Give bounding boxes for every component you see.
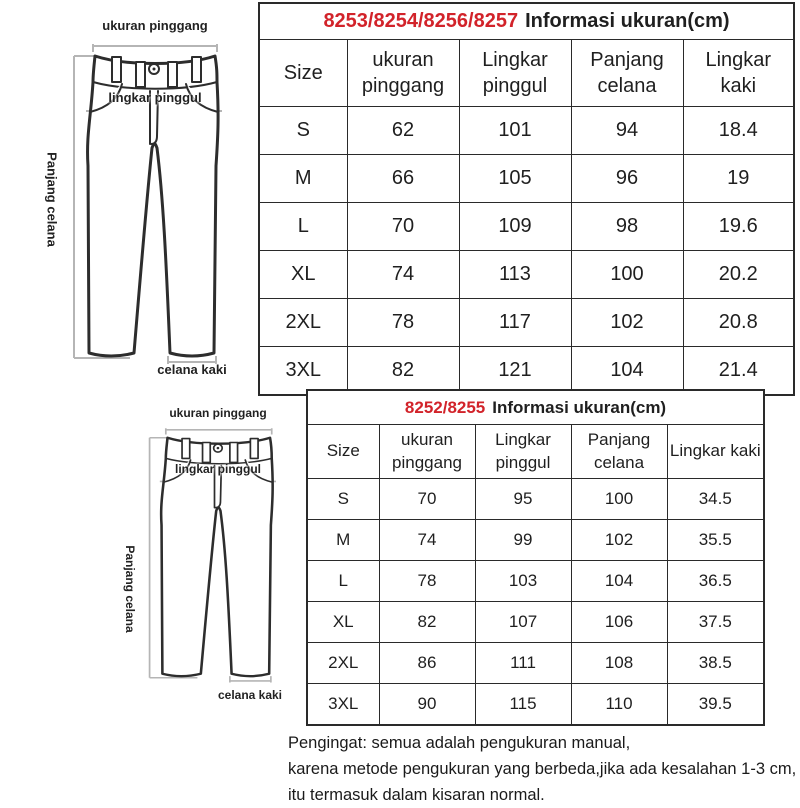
table-title-row bbox=[307, 390, 764, 425]
measurement-cell: 38.5 bbox=[667, 643, 764, 684]
pants-diagram-2 bbox=[112, 398, 317, 700]
table-row bbox=[307, 479, 764, 520]
measurement-cell: 99 bbox=[475, 520, 571, 561]
size-cell: XL bbox=[259, 251, 347, 299]
size-cell: M bbox=[307, 520, 379, 561]
measurement-cell: 86 bbox=[379, 643, 475, 684]
waist-label: ukuran pinggang bbox=[102, 18, 208, 33]
measurement-cell: 95 bbox=[475, 479, 571, 520]
column-header: Size bbox=[259, 40, 347, 107]
column-header: Lingkar kaki bbox=[667, 425, 764, 479]
table-row bbox=[307, 561, 764, 602]
measurement-cell: 100 bbox=[571, 251, 683, 299]
measurement-cell: 18.4 bbox=[683, 107, 794, 155]
measurement-cell: 106 bbox=[571, 602, 667, 643]
table-header-row bbox=[259, 40, 794, 107]
measurement-cell: 19 bbox=[683, 155, 794, 203]
table-row bbox=[259, 107, 794, 155]
table-row bbox=[259, 347, 794, 396]
size-cell: XL bbox=[307, 602, 379, 643]
pants-drawing bbox=[30, 6, 270, 386]
table-title-row bbox=[259, 3, 794, 40]
measurement-cell: 82 bbox=[347, 347, 459, 396]
measurement-cell: 35.5 bbox=[667, 520, 764, 561]
measurement-cell: 101 bbox=[459, 107, 571, 155]
length-label: Panjang celana bbox=[44, 152, 60, 247]
measurement-cell: 36.5 bbox=[667, 561, 764, 602]
measurement-cell: 70 bbox=[379, 479, 475, 520]
measurement-cell: 102 bbox=[571, 520, 667, 561]
measurement-cell: 19.6 bbox=[683, 203, 794, 251]
column-header: ukuran pinggang bbox=[379, 425, 475, 479]
measurement-cell: 107 bbox=[475, 602, 571, 643]
hip-label: lingkar pinggul bbox=[108, 90, 202, 105]
table-row bbox=[259, 155, 794, 203]
measurement-cell: 109 bbox=[459, 203, 571, 251]
measurement-cell: 96 bbox=[571, 155, 683, 203]
note-line: Pengingat: semua adalah pengukuran manual, bbox=[288, 734, 631, 752]
measurement-cell: 74 bbox=[347, 251, 459, 299]
measurement-cell: 111 bbox=[475, 643, 571, 684]
column-header: Panjang celana bbox=[571, 425, 667, 479]
leg-opening-label: celana kaki bbox=[217, 688, 283, 702]
size-cell: 2XL bbox=[307, 643, 379, 684]
measurement-cell: 62 bbox=[347, 107, 459, 155]
pants-drawing bbox=[112, 398, 317, 700]
measurement-cell: 34.5 bbox=[667, 479, 764, 520]
table-body bbox=[307, 479, 764, 726]
measurement-cell: 121 bbox=[459, 347, 571, 396]
size-cell: 2XL bbox=[259, 299, 347, 347]
measurement-cell: 78 bbox=[379, 561, 475, 602]
column-header: Size bbox=[307, 425, 379, 479]
size-cell: L bbox=[307, 561, 379, 602]
measurement-cell: 70 bbox=[347, 203, 459, 251]
table-title bbox=[307, 390, 764, 425]
size-cell: 3XL bbox=[259, 347, 347, 396]
size-table-8252 bbox=[306, 389, 765, 726]
product-codes: 8253/8254/8256/8257 bbox=[323, 10, 519, 32]
column-header: Lingkar pinggul bbox=[475, 425, 571, 479]
hip-label: lingkar pinggul bbox=[175, 462, 261, 476]
table-row bbox=[259, 203, 794, 251]
measurement-cell: 82 bbox=[379, 602, 475, 643]
measurement-cell: 94 bbox=[571, 107, 683, 155]
measurement-cell: 20.2 bbox=[683, 251, 794, 299]
measurement-cell: 20.8 bbox=[683, 299, 794, 347]
measurement-cell: 66 bbox=[347, 155, 459, 203]
measurement-cell: 78 bbox=[347, 299, 459, 347]
measurement-cell: 90 bbox=[379, 684, 475, 726]
table-row bbox=[307, 602, 764, 643]
measurement-cell: 100 bbox=[571, 479, 667, 520]
leg-opening-label: celana kaki bbox=[157, 362, 227, 377]
measurement-cell: 37.5 bbox=[667, 602, 764, 643]
measurement-cell: 39.5 bbox=[667, 684, 764, 726]
measurement-cell: 21.4 bbox=[683, 347, 794, 396]
size-cell: 3XL bbox=[307, 684, 379, 726]
note-line: karena metode pengukuran yang berbeda,jika ada kesalahan 1-3 cm, bbox=[288, 760, 797, 778]
measurement-cell: 117 bbox=[459, 299, 571, 347]
table-row bbox=[259, 251, 794, 299]
table-row bbox=[259, 299, 794, 347]
measurement-cell: 105 bbox=[459, 155, 571, 203]
measurement-note bbox=[288, 730, 796, 808]
measurement-cell: 110 bbox=[571, 684, 667, 726]
product-codes: 8252/8255 bbox=[404, 397, 486, 417]
table-row bbox=[307, 643, 764, 684]
table-row bbox=[307, 684, 764, 726]
size-cell: S bbox=[259, 107, 347, 155]
measurement-cell: 104 bbox=[571, 347, 683, 396]
column-header: Lingkar pinggul bbox=[459, 40, 571, 107]
table-body bbox=[259, 107, 794, 396]
length-label: Panjang celana bbox=[123, 545, 137, 633]
size-cell: S bbox=[307, 479, 379, 520]
column-header: Lingkar kaki bbox=[683, 40, 794, 107]
measurement-cell: 98 bbox=[571, 203, 683, 251]
table-title bbox=[259, 3, 794, 40]
size-cell: L bbox=[259, 203, 347, 251]
waist-label: ukuran pinggang bbox=[169, 406, 267, 420]
measurement-cell: 74 bbox=[379, 520, 475, 561]
title-text: Informasi ukuran(cm) bbox=[492, 397, 667, 417]
pants-diagram-1 bbox=[30, 6, 270, 386]
title-text: Informasi ukuran(cm) bbox=[525, 10, 730, 32]
size-cell: M bbox=[259, 155, 347, 203]
measurement-cell: 104 bbox=[571, 561, 667, 602]
measurement-cell: 102 bbox=[571, 299, 683, 347]
measurement-cell: 115 bbox=[475, 684, 571, 726]
column-header: Panjang celana bbox=[571, 40, 683, 107]
measurement-cell: 113 bbox=[459, 251, 571, 299]
size-table-8253 bbox=[258, 2, 795, 396]
column-header: ukuran pinggang bbox=[347, 40, 459, 107]
measurement-cell: 103 bbox=[475, 561, 571, 602]
table-row bbox=[307, 520, 764, 561]
note-line: itu termasuk dalam kisaran normal. bbox=[288, 786, 545, 804]
table-header-row bbox=[307, 425, 764, 479]
measurement-cell: 108 bbox=[571, 643, 667, 684]
